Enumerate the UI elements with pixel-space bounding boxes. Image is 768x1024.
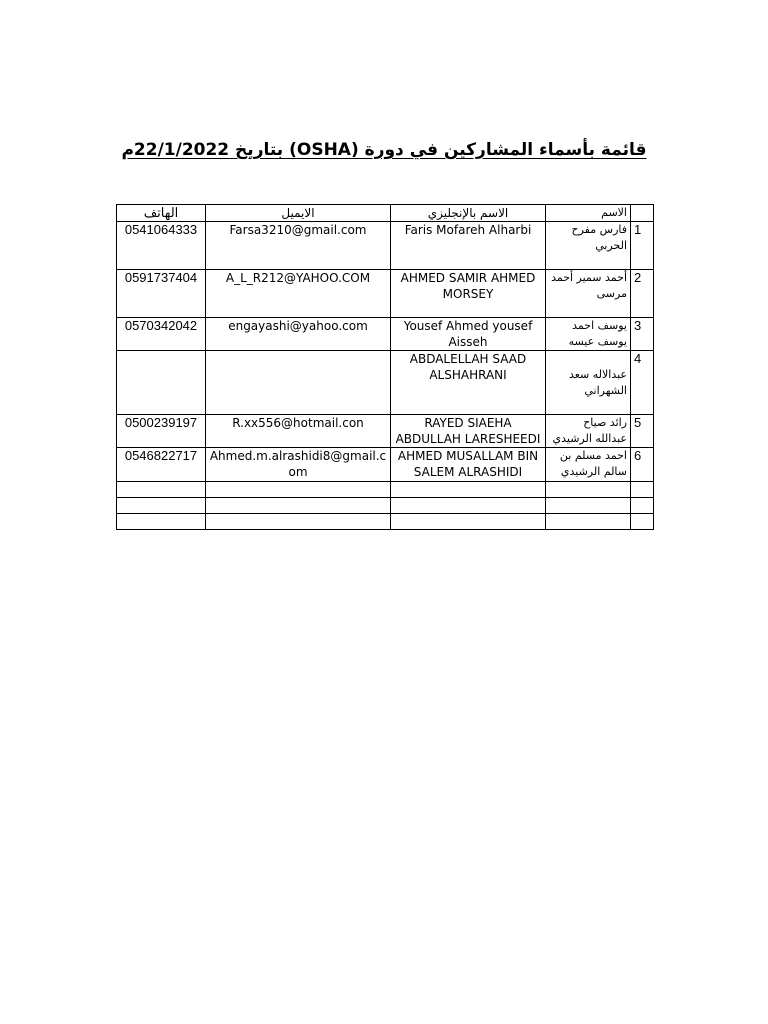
- header-number: [631, 205, 654, 222]
- row-english-name: RAYED SIAEHA ABDULLAH LARESHEEDI: [391, 415, 546, 448]
- row-email: R.xx556@hotmail.con: [206, 415, 391, 448]
- empty-cell: [546, 514, 631, 530]
- table-row: [117, 448, 654, 482]
- header-email: الايميل: [206, 205, 391, 222]
- empty-cell: [546, 482, 631, 498]
- table-row: [117, 318, 654, 351]
- document-title: قائمة بأسماء المشاركين في دورة (OSHA) بتاريخ 22/1/2022م: [121, 140, 647, 160]
- row-number: 6: [631, 448, 654, 482]
- empty-cell: [391, 514, 546, 530]
- row-arabic-name: [546, 222, 631, 270]
- empty-cell: [117, 514, 206, 530]
- row-english-name: AHMED MUSALLAM BIN SALEM ALRASHIDI: [391, 448, 546, 482]
- empty-cell: [206, 498, 391, 514]
- row-number: 4: [631, 351, 654, 415]
- empty-cell: [117, 498, 206, 514]
- row-phone: [117, 351, 206, 415]
- arabic-name-text: أحمد سمير أحمد مرسى: [551, 271, 627, 300]
- table-row: [117, 351, 654, 415]
- header-arabic-name: الاسم: [546, 205, 631, 222]
- row-arabic-name: [546, 448, 631, 482]
- row-arabic-name: [546, 415, 631, 448]
- row-number: 3: [631, 318, 654, 351]
- empty-cell: [631, 514, 654, 530]
- row-phone: 0500239197: [117, 415, 206, 448]
- row-phone: 0546822717: [117, 448, 206, 482]
- table-row: [117, 222, 654, 270]
- empty-cell: [206, 514, 391, 530]
- empty-cell: [546, 498, 631, 514]
- arabic-name-text: احمد مسلم بن سالم الرشيدي: [559, 449, 627, 478]
- row-number: 2: [631, 270, 654, 318]
- header-phone: الهاتف: [117, 205, 206, 222]
- participants-table: [116, 204, 654, 530]
- row-email: A_L_R212@YAHOO.COM: [206, 270, 391, 318]
- arabic-name-text: عبدالاله سعد الشهراني: [568, 368, 627, 397]
- row-phone: 0591737404: [117, 270, 206, 318]
- empty-row: [117, 498, 654, 514]
- row-phone: 0570342042: [117, 318, 206, 351]
- row-email: Ahmed.m.alrashidi8@gmail.com: [206, 448, 391, 482]
- table-header-row: [117, 205, 654, 222]
- arabic-name-text: يوسف احمد يوسف عيسه: [568, 319, 627, 348]
- header-english-name: الاسم بالإنجليزي: [391, 205, 546, 222]
- row-number: 1: [631, 222, 654, 270]
- row-arabic-name: [546, 351, 631, 415]
- empty-row: [117, 514, 654, 530]
- row-phone: 0541064333: [117, 222, 206, 270]
- empty-row: [117, 482, 654, 498]
- row-english-name: Yousef Ahmed yousef Aisseh: [391, 318, 546, 351]
- row-arabic-name: [546, 270, 631, 318]
- row-english-name: ABDALELLAH SAAD ALSHAHRANI: [391, 351, 546, 415]
- row-email: engayashi@yahoo.com: [206, 318, 391, 351]
- row-arabic-name: [546, 318, 631, 351]
- table-row: [117, 415, 654, 448]
- arabic-name-text: رائد صياح عبدالله الرشيدي: [552, 416, 627, 445]
- empty-cell: [631, 482, 654, 498]
- table-row: [117, 270, 654, 318]
- arabic-name-text: فارس مفرح الحربي: [571, 223, 627, 252]
- empty-cell: [631, 498, 654, 514]
- row-email: [206, 351, 391, 415]
- row-english-name: AHMED SAMIR AHMED MORSEY: [391, 270, 546, 318]
- empty-cell: [117, 482, 206, 498]
- row-number: 5: [631, 415, 654, 448]
- empty-cell: [206, 482, 391, 498]
- row-email: Farsa3210@gmail.com: [206, 222, 391, 270]
- row-english-name: Faris Mofareh Alharbi: [391, 222, 546, 270]
- empty-cell: [391, 482, 546, 498]
- empty-cell: [391, 498, 546, 514]
